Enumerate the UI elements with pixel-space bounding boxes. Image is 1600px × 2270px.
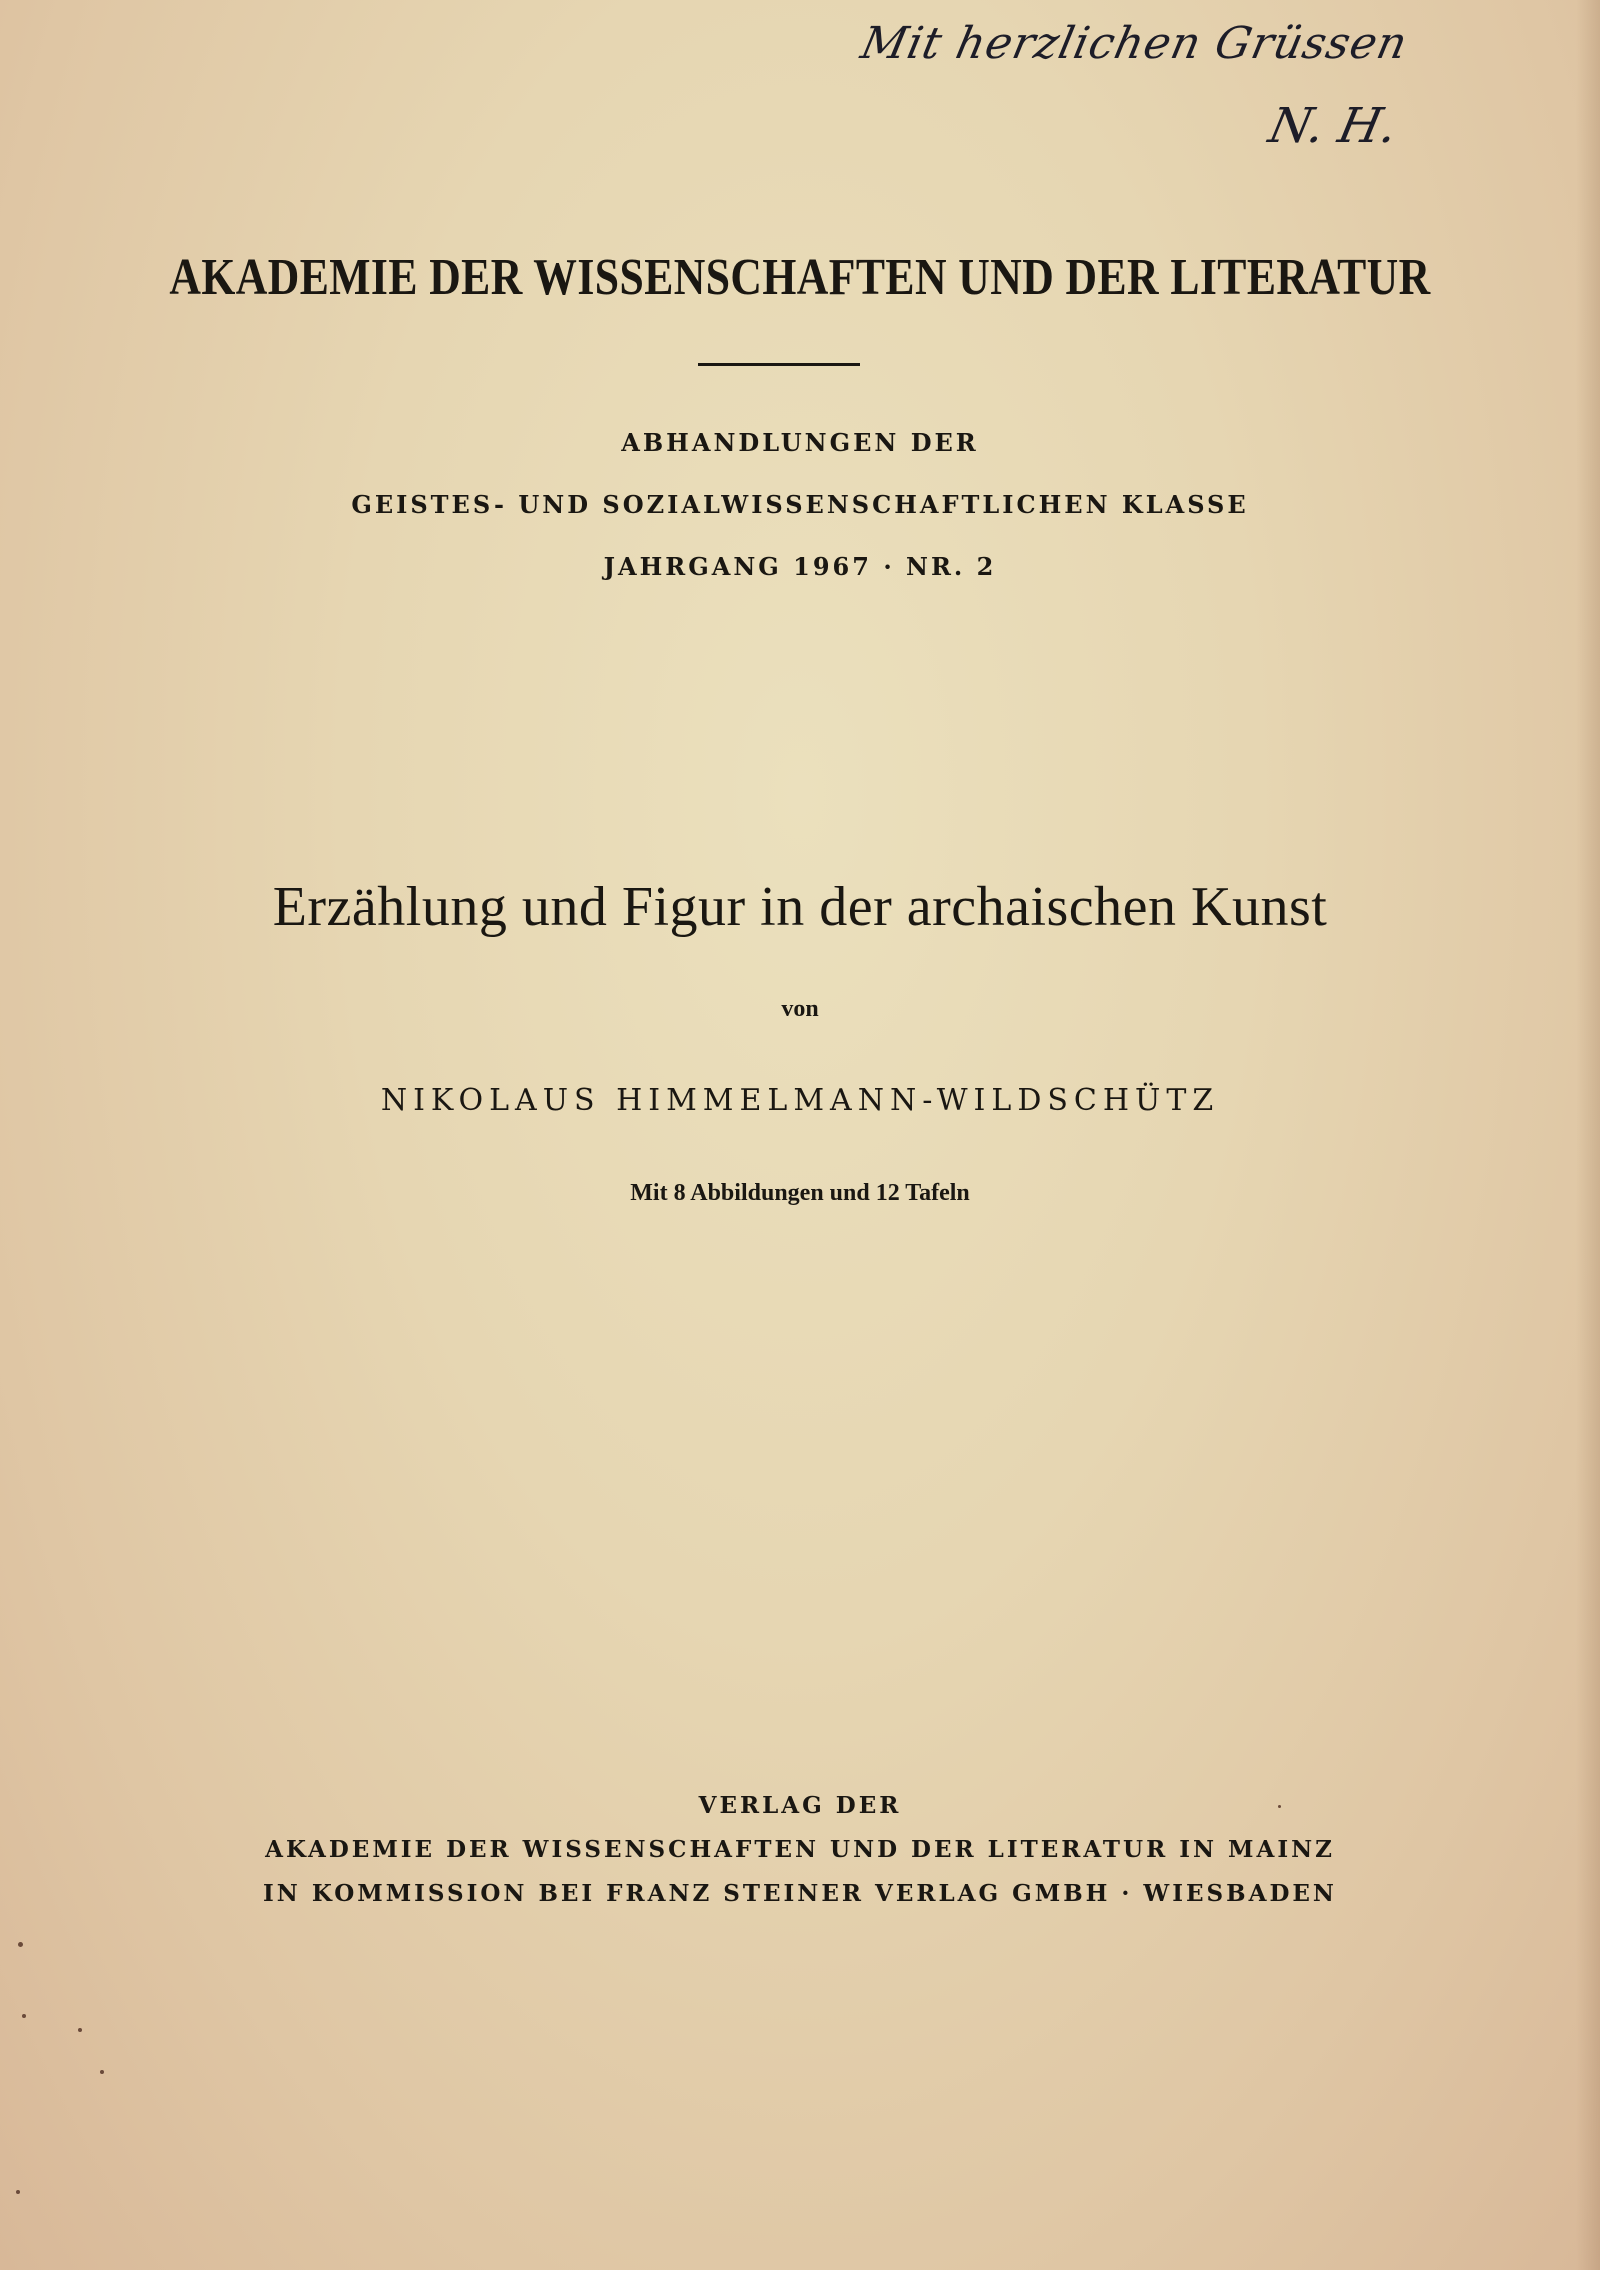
series-line-2: GEISTES- UND SOZIALWISSENSCHAFTLICHEN KLASSE xyxy=(351,490,1249,519)
handwritten-initials: N. H. xyxy=(1264,98,1403,154)
series-volume: JAHRGANG 1967 · NR. 2 xyxy=(603,552,997,581)
handwritten-dedication: Mit herzlichen Grüssen xyxy=(856,18,1413,69)
author-name: NIKOLAUS HIMMELMANN-WILDSCHÜTZ xyxy=(380,1083,1220,1118)
paper-speck xyxy=(16,2190,20,2194)
paper-speck xyxy=(22,2014,26,2018)
divider-rule xyxy=(698,363,860,366)
paper-speck xyxy=(1278,1805,1281,1808)
publisher-line-1: VERLAG DER xyxy=(698,1792,902,1819)
series-line-1: ABHANDLUNGEN DER xyxy=(621,428,979,457)
page-edge-shadow xyxy=(1576,0,1600,2270)
by-label: von xyxy=(781,996,819,1022)
academy-heading: AKADEMIE DER WISSENSCHAFTEN UND DER LITERATUR xyxy=(169,249,1431,306)
paper-speck xyxy=(18,1942,23,1947)
paper-speck xyxy=(78,2028,82,2032)
illustrations-note: Mit 8 Abbildungen und 12 Tafeln xyxy=(630,1180,970,1206)
publisher-line-3: IN KOMMISSION BEI FRANZ STEINER VERLAG GMBH · WIESBADEN xyxy=(263,1880,1337,1907)
publisher-line-2: AKADEMIE DER WISSENSCHAFTEN UND DER LITERATUR IN MAINZ xyxy=(265,1836,1335,1863)
paper-speck xyxy=(100,2070,104,2074)
work-title: Erzählung und Figur in der archaischen Kunst xyxy=(272,876,1328,938)
